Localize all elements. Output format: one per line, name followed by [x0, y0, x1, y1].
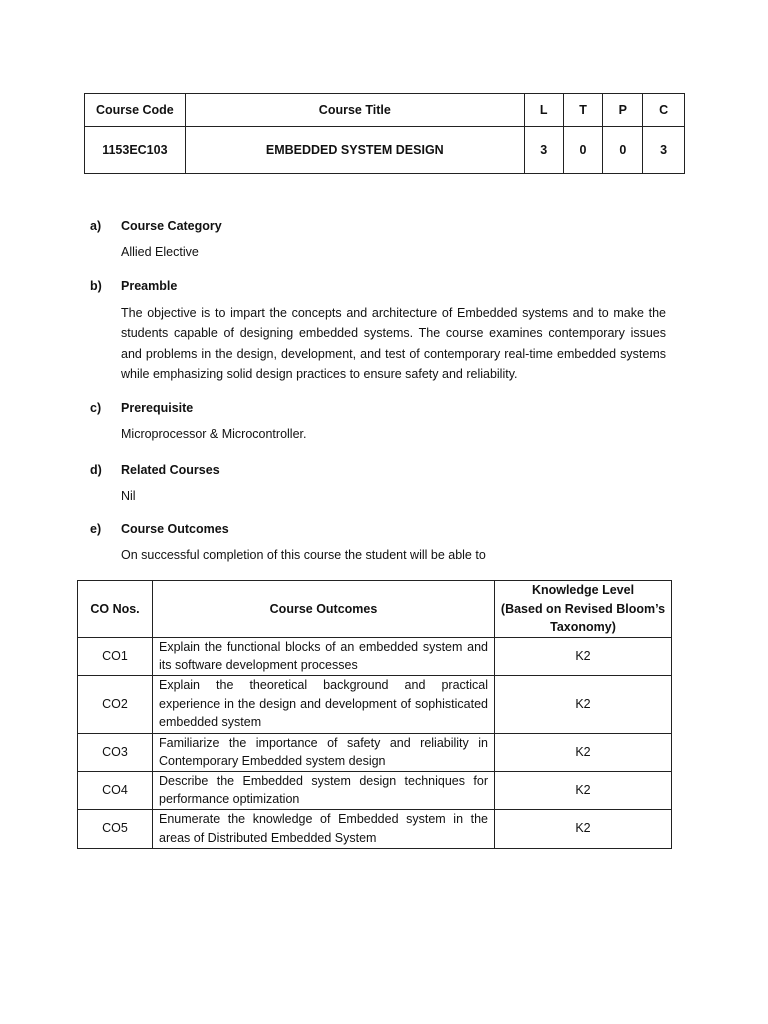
co-level: K2	[495, 733, 672, 771]
co-number: CO2	[78, 675, 153, 733]
co-outcome: Describe the Embedded system design techniques for performance optimization	[153, 771, 495, 809]
lecture-hours: 3	[524, 127, 563, 174]
co-outcome: Enumerate the knowledge of Embedded system in the areas of Distributed Embedded System	[153, 809, 495, 848]
section-label: c)	[90, 401, 102, 415]
section-label: d)	[90, 463, 102, 477]
table-row	[78, 637, 672, 675]
related-courses-text: Nil	[121, 489, 136, 503]
co-level: K2	[495, 771, 672, 809]
outcomes-header-row	[78, 581, 672, 638]
section-heading: Prerequisite	[121, 401, 194, 415]
course-title: EMBEDDED SYSTEM DESIGN	[185, 127, 524, 174]
co-number: CO4	[78, 771, 153, 809]
course-category-text: Allied Elective	[121, 245, 199, 259]
section-heading: Course Category	[121, 219, 222, 233]
header-l: L	[524, 94, 563, 127]
header-course-code: Course Code	[85, 94, 186, 127]
co-outcome: Explain the functional blocks of an embedded system and its software development processes	[153, 637, 495, 675]
section-heading: Course Outcomes	[121, 522, 229, 536]
header-p: P	[603, 94, 643, 127]
practical-hours: 0	[603, 127, 643, 174]
knowledge-level-line2: (Based on Revised Bloom’s	[500, 601, 666, 616]
co-outcome: Familiarize the importance of safety and reliability in Contemporary Embedded system design	[153, 733, 495, 771]
course-table-header-row	[85, 94, 685, 127]
header-knowledge-level	[495, 581, 672, 638]
credits: 3	[643, 127, 685, 174]
table-row	[78, 809, 672, 848]
section-label: a)	[90, 219, 102, 233]
table-row	[78, 675, 672, 733]
table-row	[78, 733, 672, 771]
prerequisite-text: Microprocessor & Microcontroller.	[121, 427, 307, 441]
course-outcomes-table	[77, 580, 672, 849]
header-t: T	[563, 94, 603, 127]
course-table-value-row	[85, 127, 685, 174]
tutorial-hours: 0	[563, 127, 603, 174]
header-course-outcomes: Course Outcomes	[153, 581, 495, 638]
course-info-table	[84, 93, 685, 174]
co-number: CO3	[78, 733, 153, 771]
header-course-title: Course Title	[185, 94, 524, 127]
section-label: b)	[90, 279, 102, 293]
section-heading: Preamble	[121, 279, 178, 293]
co-level: K2	[495, 637, 672, 675]
co-level: K2	[495, 809, 672, 848]
section-label: e)	[90, 522, 102, 536]
section-heading: Related Courses	[121, 463, 220, 477]
header-c: C	[643, 94, 685, 127]
knowledge-level-line3: Taxonomy)	[550, 620, 616, 634]
knowledge-level-line1: Knowledge Level	[531, 583, 635, 597]
course-code: 1153EC103	[85, 127, 186, 174]
header-co-nos: CO Nos.	[78, 581, 153, 638]
preamble-text: The objective is to impart the concepts and architecture of Embedded systems and to make the students capable of designing embedded systems. The course examines contemporary issues and problems in the design, development, and test of contemporary real-time embedded systems while emphasizing solid design practices to ensure safety and reliability.	[121, 306, 666, 381]
co-number: CO1	[78, 637, 153, 675]
table-row	[78, 771, 672, 809]
co-level: K2	[495, 675, 672, 733]
course-outcomes-intro: On successful completion of this course the student will be able to	[121, 548, 486, 562]
co-number: CO5	[78, 809, 153, 848]
co-outcome: Explain the theoretical background and practical experience in the design and development of sophisticated embedded system	[153, 675, 495, 733]
